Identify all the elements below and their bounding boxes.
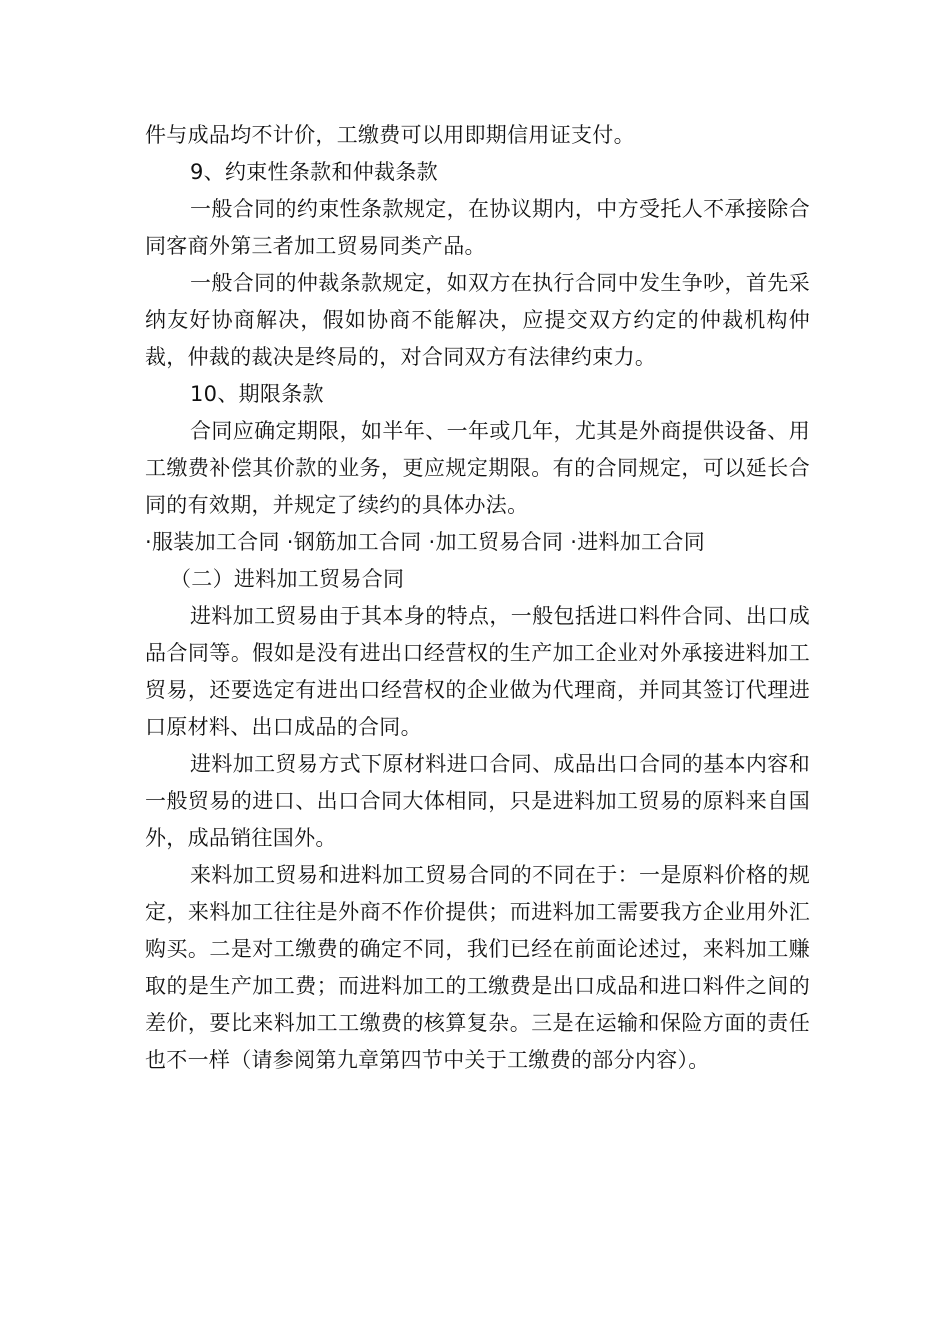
paragraph-processing-trade-intro: 进料加工贸易由于其本身的特点，一般包括进口料件合同、出口成品合同等。假如是没有进出口经营权的生产加工企业对外承接进料加工贸易，还要选定有进出口经营权的企业做为代理商，并同其签订代理进口原材料、出口成品的合同。 [145, 604, 810, 739]
paragraph-term-clause: 合同应确定期限，如半年、一年或几年，尤其是外商提供设备、用工缴费补偿其价款的业务，更应规定期限。有的合同规定，可以延长合同的有效期，并规定了续约的具体办法。 [145, 419, 810, 517]
paragraph-arbitration-clause: 一般合同的仲裁条款规定，如双方在执行合同中发生争吵，首先采纳友好协商解决，假如协商不能解决，应提交双方约定的仲裁机构仲裁，仲裁的裁决是终局的，对合同双方有法律约束力。 [145, 271, 810, 369]
paragraph-continuation: 件与成品均不计价，工缴费可以用即期信用证支付。 [145, 123, 635, 147]
section-heading-term: 10、期限条款 [190, 382, 324, 406]
paragraph-binding-clause: 一般合同的约束性条款规定，在协议期内，中方受托人不承接除合同客商外第三者加工贸易同类产品。 [145, 197, 810, 258]
document-page [145, 117, 810, 1079]
section-heading-binding-arbitration: 9、约束性条款和仲裁条款 [190, 160, 438, 184]
related-links-line: ·服装加工合同 ·钢筋加工合同 ·加工贸易合同 ·进料加工合同 [145, 530, 706, 554]
paragraph-processing-trade-contracts: 进料加工贸易方式下原材料进口合同、成品出口合同的基本内容和一般贸易的进口、出口合同大体相同，只是进料加工贸易的原料来自国外，成品销往国外。 [145, 752, 810, 850]
paragraph-differences: 来料加工贸易和进料加工贸易合同的不同在于：一是原料价格的规定，来料加工往往是外商不作价提供；而进料加工需要我方企业用外汇购买。二是对工缴费的确定不同，我们已经在前面论述过，来料加工赚取的是生产加工费；而进料加工的工缴费是出口成品和进口料件之间的差价，要比来料加工工缴费的核算复杂。三是在运输和保险方面的责任也不一样（请参阅第九章第四节中关于工缴费的部分内容）。 [145, 863, 810, 1072]
section-heading-processing-trade: （二）进料加工贸易合同 [170, 567, 405, 591]
